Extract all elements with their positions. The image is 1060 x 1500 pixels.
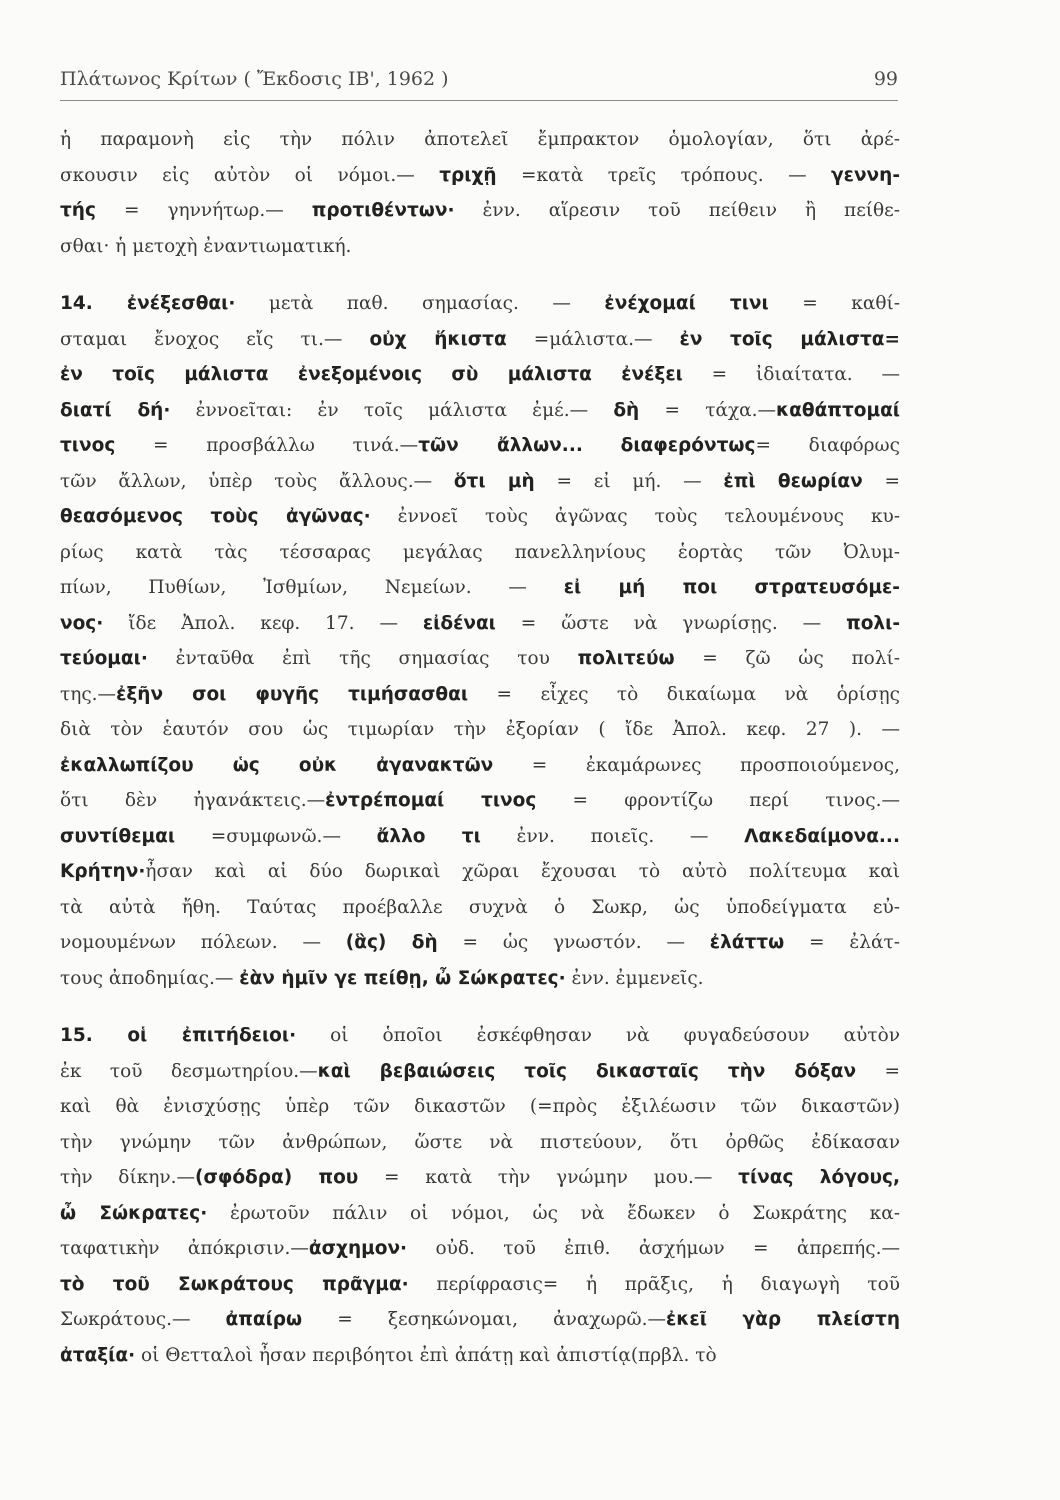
text-line (60, 1054, 900, 1090)
text-line (60, 890, 900, 926)
text-line (60, 464, 900, 500)
lemma: ἀταξία· (60, 1344, 136, 1366)
gloss: οἱ ὁποῖοι ἐσκέφθησαν νὰ φυγαδεύσουν αὐτὸν (296, 1025, 900, 1046)
gloss: = εἶχες τὸ δικαίωμα νὰ ὁρίσῃς (468, 683, 900, 705)
lemma: γεννη- (831, 164, 900, 186)
lemma: θεασόμενος τοὺς ἀγῶνας· (60, 506, 371, 527)
lemma: πολιτεύω (577, 648, 675, 669)
text-line (60, 193, 900, 229)
text-line (60, 1196, 900, 1232)
lemma: ἐν τοῖς μάλιστα ἐνεξομένοις σὺ μάλιστα ἐνέξει (60, 364, 683, 385)
text-line (60, 1160, 900, 1196)
lemma: ἐκαλλωπίζου ὡς οὐκ ἀγανακτῶν (60, 754, 494, 776)
lemma: ὅτι μὴ (453, 470, 535, 492)
lemma: 15. οἱ ἐπιτήδειοι· (60, 1025, 297, 1046)
gloss: ἐνν. ἐμμενεῖς. (565, 967, 704, 989)
gloss: μετὰ παθ. σημασίας. — (235, 293, 605, 314)
lemma: ὦ Σώκρατες· (60, 1202, 208, 1224)
text-line (60, 428, 900, 464)
text-line (60, 641, 900, 677)
gloss: ρίως κατὰ τὰς τέσσαρας μεγάλας πανελληνίους ἑορτὰς τῶν Ὀλυμ- (60, 541, 900, 563)
gloss: = ξεσηκώνομαι, ἀναχωρῶ.— (302, 1309, 666, 1330)
lemma: ἀσχημον· (308, 1238, 408, 1259)
lemma: τῶν ἄλλων... (418, 435, 583, 456)
text-line (60, 712, 900, 748)
text-line (60, 499, 900, 535)
lemma: ἐξῆν σοι φυγῆς τιμήσασθαι (116, 683, 469, 705)
gloss: = ἰδιαίτατα. — (682, 364, 900, 385)
gloss: ἴδε Ἀπολ. κεφ. 17. — (103, 612, 423, 634)
gloss: ἡ παραμονὴ εἰς τὴν πόλιν ἀποτελεῖ ἔμπρακτον ὁμολογίαν, ὅτι ἀρέ- (60, 129, 900, 150)
lemma: ἐκεῖ γὰρ πλείστη (665, 1309, 900, 1330)
text-line (60, 229, 900, 265)
lemma: εἰ μή ποι στρατευσόμε- (563, 577, 900, 598)
text-line (60, 606, 900, 642)
gloss: = εἰ μή. — (534, 470, 724, 492)
lemma: 14. ἐνέξεσθαι· (60, 293, 236, 314)
gloss: = τάχα.— (639, 399, 777, 421)
lemma: (σφόδρα) που (194, 1167, 359, 1188)
gloss: σταμαι ἔνοχος εἴς τι.— (60, 328, 370, 350)
gloss: σθαι· ἡ μετοχὴ ἐναντιωματική. (60, 235, 352, 257)
lemma: ἄλλο τι (376, 825, 481, 847)
running-title: Πλάτωνος Κρίτων ( Ἔκδοσις ΙΒ', 1962 ) (60, 68, 449, 90)
lemma: τριχῇ (439, 164, 497, 186)
commentary-text (60, 122, 900, 1373)
gloss: = ὥστε νὰ γνωρίσῃς. — (495, 612, 847, 634)
gloss: της.— (60, 683, 117, 705)
header-rule (60, 100, 898, 101)
lemma: νος· (60, 612, 104, 634)
lemma: πολι- (846, 612, 900, 634)
lemma: ἐν τοῖς μάλιστα= (679, 328, 900, 350)
text-line (60, 854, 900, 890)
text-line (60, 1089, 900, 1125)
gloss: = καθί- (768, 293, 900, 314)
gloss: ταφατικὴν ἀπόκρισιν.— (60, 1238, 309, 1259)
text-line (60, 677, 900, 713)
text-line (60, 748, 900, 784)
text-line (60, 122, 900, 158)
text-line (60, 570, 900, 606)
text-line (60, 158, 900, 194)
gloss: τὰ αὐτὰ ἤθη. Ταύτας προέβαλλε συχνὰ ὁ Σωκρ, ὡς ὑποδείγματα εὐ- (60, 896, 900, 918)
paragraph-gap (60, 264, 900, 286)
lemma: Κρήτην· (60, 861, 146, 882)
gloss: σκουσιν εἰς αὐτὸν οἱ νόμοι.— (60, 164, 440, 186)
text-line (60, 286, 900, 322)
gloss: ἐρωτοῦν πάλιν οἱ νόμοι, ὡς νὰ ἔδωκεν ὁ Σωκράτης κα- (207, 1202, 900, 1224)
text-line (60, 393, 900, 429)
gloss (583, 435, 621, 456)
lemma: ἐπὶ θεωρίαν (723, 470, 863, 492)
lemma: τίνας λόγους, (738, 1167, 900, 1188)
lemma: διατί δή· (60, 399, 171, 421)
lemma: τής (60, 200, 96, 221)
lemma: διαφερόντως (620, 435, 756, 456)
gloss: τῶν ἄλλων, ὑπὲρ τοὺς ἄλλους.— (60, 470, 454, 492)
gloss: = ἐκαμάρωνες προσποιούμενος, (493, 754, 900, 776)
gloss: = διαφόρως (755, 435, 900, 456)
gloss: = προσβάλλω τινά.— (115, 435, 419, 456)
gloss: ἐκ τοῦ δεσμωτηρίου.— (60, 1060, 318, 1082)
gloss: ὅτι δὲν ἠγανάκτεις.— (60, 790, 326, 811)
lemma: συντίθεμαι (60, 825, 176, 847)
text-line (60, 1267, 900, 1303)
lemma: εἰδέναι (422, 612, 496, 634)
gloss: οἱ Θετταλοὶ ἦσαν περιβόητοι ἐπὶ ἀπάτῃ καὶ ἀπιστίᾳ(πρβλ. τὸ (135, 1344, 717, 1366)
gloss: = φροντίζω περί τινος.— (536, 790, 900, 811)
lemma: ἐλάττω (709, 932, 785, 953)
gloss: = (862, 470, 900, 492)
lemma: καθάπτομαί (776, 399, 900, 421)
gloss: καὶ θὰ ἐνισχύσῃς ὑπὲρ τῶν δικαστῶν (=πρὸς ἐξιλέωσιν τῶν δικαστῶν) (60, 1096, 900, 1117)
gloss: οὐδ. τοῦ ἐπιθ. ἀσχήμων = ἀπρεπής.— (407, 1238, 900, 1259)
gloss: ἐνν. αἵρεσιν τοῦ πείθειν ἢ πείθε- (454, 200, 900, 221)
lemma: (ἃς) δὴ (345, 932, 438, 953)
gloss: διὰ τὸν ἑαυτόν σου ὡς τιμωρίαν τὴν ἐξορίαν ( ἴδε Ἀπολ. κεφ. 27 ). — (60, 719, 900, 740)
lemma: τὸ τοῦ Σωκράτους πρᾶγμα· (60, 1273, 409, 1295)
lemma: ἀπαίρω (225, 1309, 303, 1330)
gloss: περίφρασις= ἡ πρᾶξις, ἡ διαγωγὴ τοῦ (408, 1273, 900, 1295)
text-line (60, 1231, 900, 1267)
lemma: ἐνέχομαί τινι (604, 293, 769, 314)
gloss: τὴν δίκην.— (60, 1167, 195, 1188)
lemma: Λακεδαίμονα... (744, 825, 900, 847)
text-line (60, 1125, 900, 1161)
gloss: = (856, 1060, 900, 1082)
text-line (60, 1338, 900, 1374)
gloss: = ζῶ ὡς πολί- (674, 648, 900, 669)
text-line (60, 322, 900, 358)
gloss: ἐνν. ποιεῖς. — (480, 825, 745, 847)
running-head (60, 68, 898, 90)
gloss: =μάλιστα.— (506, 328, 680, 350)
gloss: ἐνταῦθα ἐπὶ τῆς σημασίας του (147, 648, 578, 669)
text-line (60, 819, 900, 855)
gloss: ἐννοεῖται: ἐν τοῖς μάλιστα ἐμέ.— (170, 399, 614, 421)
gloss: = ὡς γνωστόν. — (437, 932, 710, 953)
lemma: τινος (60, 435, 116, 456)
gloss: τὴν γνώμην τῶν ἀνθρώπων, ὥστε νὰ πιστεύουν, ὅτι ὀρθῶς ἐδίκασαν (60, 1131, 900, 1153)
paragraph-gap (60, 996, 900, 1018)
gloss: = ἐλάτ- (784, 932, 900, 953)
gloss: πίων, Πυθίων, Ἰσθμίων, Νεμείων. — (60, 577, 564, 598)
gloss: ἦσαν καὶ αἱ δύο δωρικαὶ χῶραι ἔχουσαι τὸ αὐτὸ πολίτευμα καὶ (145, 861, 900, 882)
text-line (60, 961, 900, 997)
text-line (60, 535, 900, 571)
gloss: ἐννοεῖ τοὺς ἀγῶνας τοὺς τελουμένους κυ- (370, 506, 900, 527)
lemma: οὐχ ἥκιστα (369, 328, 507, 350)
gloss: =συμφωνῶ.— (175, 825, 377, 847)
gloss: = γηννήτωρ.— (95, 200, 312, 221)
text-line (60, 1302, 900, 1338)
lemma: καὶ βεβαιώσεις τοῖς δικασταῖς τὴν δόξαν (317, 1060, 857, 1082)
gloss: τους ἀποδημίας.— (60, 967, 240, 989)
text-line (60, 1018, 900, 1054)
gloss: Σωκράτους.— (60, 1309, 226, 1330)
lemma: ἐὰν ἡμῖν γε πείθῃ, ὦ Σώκρατες· (239, 967, 566, 989)
lemma: προτιθέντων· (311, 200, 455, 221)
text-line (60, 357, 900, 393)
lemma: ἐντρέπομαί τινος (325, 790, 537, 811)
gloss: =κατὰ τρεῖς τρόπους. — (496, 164, 832, 186)
lemma: τεύομαι· (60, 648, 148, 669)
text-line (60, 783, 900, 819)
text-line (60, 925, 900, 961)
page-number: 99 (873, 68, 898, 90)
lemma: δὴ (613, 399, 640, 421)
gloss: = κατὰ τὴν γνώμην μου.— (358, 1167, 739, 1188)
gloss: νομουμένων πόλεων. — (60, 932, 346, 953)
